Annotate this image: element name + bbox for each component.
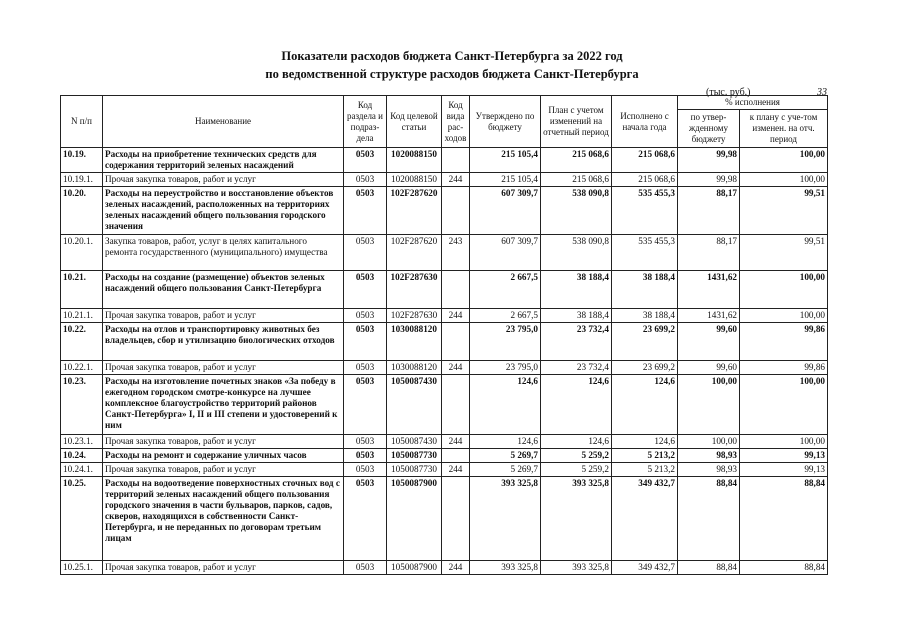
- cell-approved: 215 105,4: [470, 173, 541, 187]
- cell-target: 1050087900: [387, 477, 442, 561]
- cell-pct-plan: 100,00: [740, 271, 828, 309]
- cell-plan: 23 732,4: [541, 361, 612, 375]
- cell-kind: 244: [442, 361, 470, 375]
- title-line-1: Показатели расходов бюджета Санкт-Петербурга за 2022 год: [281, 49, 623, 63]
- cell-kind: 243: [442, 235, 470, 271]
- cell-num: 10.19.: [61, 148, 103, 173]
- report-title: [0, 47, 904, 83]
- cell-section: 0503: [344, 361, 387, 375]
- col-executed-header: Исполнено с начала года: [612, 96, 678, 148]
- col-name-header: Наименование: [103, 96, 344, 148]
- col-pct-plan-header: к плану с уче-том изменен. на отч. период: [740, 110, 828, 148]
- col-target-header: Код целевой статьи: [387, 96, 442, 148]
- cell-executed: 23 699,2: [612, 323, 678, 361]
- cell-executed: 215 068,6: [612, 148, 678, 173]
- budget-table: [60, 95, 828, 575]
- cell-pct-budget: 88,17: [678, 235, 740, 271]
- cell-approved: 2 667,5: [470, 309, 541, 323]
- cell-approved: 5 269,7: [470, 449, 541, 463]
- cell-plan: 38 188,4: [541, 271, 612, 309]
- cell-pct-budget: 88,17: [678, 187, 740, 235]
- cell-num: 10.22.1.: [61, 361, 103, 375]
- cell-target: 1050087430: [387, 435, 442, 449]
- cell-target: 1050087900: [387, 561, 442, 575]
- table-row: [61, 187, 828, 235]
- cell-num: 10.23.1.: [61, 435, 103, 449]
- cell-pct-budget: 100,00: [678, 375, 740, 435]
- cell-kind: 244: [442, 561, 470, 575]
- title-line-2: по ведомственной структуре расходов бюджета Санкт-Петербурга: [265, 67, 639, 81]
- cell-section: 0503: [344, 323, 387, 361]
- cell-pct-plan: 99,86: [740, 361, 828, 375]
- cell-name: Прочая закупка товаров, работ и услуг: [103, 173, 344, 187]
- cell-plan: 124,6: [541, 435, 612, 449]
- cell-executed: 124,6: [612, 375, 678, 435]
- cell-plan: 124,6: [541, 375, 612, 435]
- cell-name: Закупка товаров, работ, услуг в целях капитального ремонта государственного (муниципального) имущества: [103, 235, 344, 271]
- cell-plan: 215 068,6: [541, 148, 612, 173]
- cell-name: Прочая закупка товаров, работ и услуг: [103, 361, 344, 375]
- cell-plan: 538 090,8: [541, 235, 612, 271]
- cell-section: 0503: [344, 463, 387, 477]
- cell-approved: 124,6: [470, 375, 541, 435]
- cell-name: Расходы на отлов и транспортировку животных без владельцев, сбор и утилизацию биологических отходов: [103, 323, 344, 361]
- cell-kind: 244: [442, 463, 470, 477]
- cell-pct-budget: 99,60: [678, 323, 740, 361]
- table-row: [61, 561, 828, 575]
- cell-pct-plan: 99,13: [740, 463, 828, 477]
- cell-plan: 38 188,4: [541, 309, 612, 323]
- cell-num: 10.25.1.: [61, 561, 103, 575]
- table-row: [61, 173, 828, 187]
- cell-kind: [442, 148, 470, 173]
- cell-section: 0503: [344, 148, 387, 173]
- cell-pct-plan: 100,00: [740, 309, 828, 323]
- cell-kind: [442, 323, 470, 361]
- cell-name: Расходы на создание (размещение) объектов зеленых насаждений общего пользования Санкт-Петербурга: [103, 271, 344, 309]
- cell-executed: 349 432,7: [612, 561, 678, 575]
- cell-plan: 5 259,2: [541, 449, 612, 463]
- cell-num: 10.24.1.: [61, 463, 103, 477]
- cell-target: 102F287620: [387, 187, 442, 235]
- table-row: [61, 323, 828, 361]
- col-pct-budget-header: по утвер-жденному бюджету: [678, 110, 740, 148]
- cell-name: Расходы на водоотведение поверхностных сточных вод с территорий зеленых насаждений общего пользования городского значения в части бульваров, парков, садов, скверов, находящихся в собственности Санкт-Петербурга, и не переданных по договорам третьим лицам: [103, 477, 344, 561]
- cell-section: 0503: [344, 449, 387, 463]
- cell-num: 10.21.1.: [61, 309, 103, 323]
- cell-num: 10.22.: [61, 323, 103, 361]
- cell-target: 102F287630: [387, 271, 442, 309]
- cell-target: 1030088120: [387, 361, 442, 375]
- cell-num: 10.25.: [61, 477, 103, 561]
- cell-target: 102F287630: [387, 309, 442, 323]
- cell-executed: 349 432,7: [612, 477, 678, 561]
- cell-plan: 215 068,6: [541, 173, 612, 187]
- cell-kind: [442, 271, 470, 309]
- cell-pct-budget: 1431,62: [678, 309, 740, 323]
- cell-pct-plan: 88,84: [740, 477, 828, 561]
- cell-num: 10.21.: [61, 271, 103, 309]
- cell-name: Прочая закупка товаров, работ и услуг: [103, 463, 344, 477]
- table-row: [61, 477, 828, 561]
- cell-target: 1050087430: [387, 375, 442, 435]
- cell-section: 0503: [344, 187, 387, 235]
- cell-plan: 23 732,4: [541, 323, 612, 361]
- cell-target: 1050087730: [387, 449, 442, 463]
- cell-target: 1020088150: [387, 148, 442, 173]
- cell-kind: 244: [442, 309, 470, 323]
- table-row: [61, 148, 828, 173]
- cell-name: Расходы на переустройство и восстановление объектов зеленых насаждений, расположенных на территориях зеленых насаждений общего пользования городского значения: [103, 187, 344, 235]
- cell-section: 0503: [344, 235, 387, 271]
- cell-num: 10.20.1.: [61, 235, 103, 271]
- col-kind-header: Код вида рас-ходов: [442, 96, 470, 148]
- table-row: [61, 375, 828, 435]
- cell-pct-plan: 99,51: [740, 235, 828, 271]
- cell-approved: 124,6: [470, 435, 541, 449]
- table-row: [61, 449, 828, 463]
- cell-executed: 5 213,2: [612, 463, 678, 477]
- cell-pct-plan: 99,86: [740, 323, 828, 361]
- col-num-header: N п/п: [61, 96, 103, 148]
- cell-pct-budget: 88,84: [678, 561, 740, 575]
- cell-kind: [442, 375, 470, 435]
- table-row: [61, 271, 828, 309]
- table-row: [61, 309, 828, 323]
- cell-approved: 23 795,0: [470, 323, 541, 361]
- cell-plan: 393 325,8: [541, 561, 612, 575]
- cell-pct-plan: 99,51: [740, 187, 828, 235]
- cell-plan: 393 325,8: [541, 477, 612, 561]
- table-body: [61, 148, 828, 575]
- cell-executed: 38 188,4: [612, 309, 678, 323]
- cell-approved: 215 105,4: [470, 148, 541, 173]
- cell-pct-plan: 88,84: [740, 561, 828, 575]
- cell-pct-budget: 99,98: [678, 173, 740, 187]
- cell-name: Прочая закупка товаров, работ и услуг: [103, 309, 344, 323]
- cell-pct-budget: 88,84: [678, 477, 740, 561]
- cell-kind: [442, 187, 470, 235]
- cell-section: 0503: [344, 173, 387, 187]
- col-approved-header: Утверждено по бюджету: [470, 96, 541, 148]
- cell-section: 0503: [344, 375, 387, 435]
- cell-executed: 23 699,2: [612, 361, 678, 375]
- cell-name: Расходы на ремонт и содержание уличных часов: [103, 449, 344, 463]
- page-number: 33: [817, 87, 827, 98]
- cell-kind: 244: [442, 173, 470, 187]
- table-row: [61, 361, 828, 375]
- cell-name: Расходы на приобретение технических средств для содержания территорий зеленых насаждений: [103, 148, 344, 173]
- cell-target: 102F287620: [387, 235, 442, 271]
- cell-approved: 5 269,7: [470, 463, 541, 477]
- table-row: [61, 235, 828, 271]
- col-plan-header: План с учетом изменений на отчетный период: [541, 96, 612, 148]
- cell-executed: 5 213,2: [612, 449, 678, 463]
- cell-approved: 393 325,8: [470, 561, 541, 575]
- cell-approved: 607 309,7: [470, 235, 541, 271]
- cell-executed: 38 188,4: [612, 271, 678, 309]
- cell-num: 10.20.: [61, 187, 103, 235]
- cell-num: 10.19.1.: [61, 173, 103, 187]
- cell-kind: [442, 449, 470, 463]
- cell-target: 1020088150: [387, 173, 442, 187]
- cell-target: 1030088120: [387, 323, 442, 361]
- cell-executed: 215 068,6: [612, 173, 678, 187]
- cell-pct-plan: 99,13: [740, 449, 828, 463]
- cell-name: Прочая закупка товаров, работ и услуг: [103, 561, 344, 575]
- cell-pct-plan: 100,00: [740, 375, 828, 435]
- cell-section: 0503: [344, 271, 387, 309]
- cell-num: 10.24.: [61, 449, 103, 463]
- cell-pct-budget: 1431,62: [678, 271, 740, 309]
- cell-executed: 535 455,3: [612, 235, 678, 271]
- cell-pct-budget: 98,93: [678, 449, 740, 463]
- cell-pct-plan: 100,00: [740, 148, 828, 173]
- cell-kind: 244: [442, 435, 470, 449]
- cell-plan: 538 090,8: [541, 187, 612, 235]
- cell-target: 1050087730: [387, 463, 442, 477]
- cell-pct-budget: 99,98: [678, 148, 740, 173]
- cell-section: 0503: [344, 309, 387, 323]
- cell-pct-plan: 100,00: [740, 173, 828, 187]
- col-pct-group-header: % исполнения: [678, 96, 828, 110]
- cell-approved: 2 667,5: [470, 271, 541, 309]
- cell-num: 10.23.: [61, 375, 103, 435]
- table-row: [61, 463, 828, 477]
- cell-name: Прочая закупка товаров, работ и услуг: [103, 435, 344, 449]
- cell-section: 0503: [344, 561, 387, 575]
- cell-approved: 23 795,0: [470, 361, 541, 375]
- cell-section: 0503: [344, 477, 387, 561]
- cell-executed: 535 455,3: [612, 187, 678, 235]
- cell-section: 0503: [344, 435, 387, 449]
- table-row: [61, 435, 828, 449]
- cell-pct-budget: 98,93: [678, 463, 740, 477]
- unit-label: (тыс. руб.): [706, 87, 751, 98]
- cell-approved: 393 325,8: [470, 477, 541, 561]
- cell-pct-plan: 100,00: [740, 435, 828, 449]
- cell-approved: 607 309,7: [470, 187, 541, 235]
- cell-kind: [442, 477, 470, 561]
- cell-executed: 124,6: [612, 435, 678, 449]
- cell-pct-budget: 99,60: [678, 361, 740, 375]
- cell-name: Расходы на изготовление почетных знаков «За победу в ежегодном городском смотре-конкурсе на лучшее комплексное благоустройство территорий районов Санкт-Петербурга» I, II и III степени и удостоверений к ним: [103, 375, 344, 435]
- cell-pct-budget: 100,00: [678, 435, 740, 449]
- col-section-header: Код раздела и подраз-дела: [344, 96, 387, 148]
- cell-plan: 5 259,2: [541, 463, 612, 477]
